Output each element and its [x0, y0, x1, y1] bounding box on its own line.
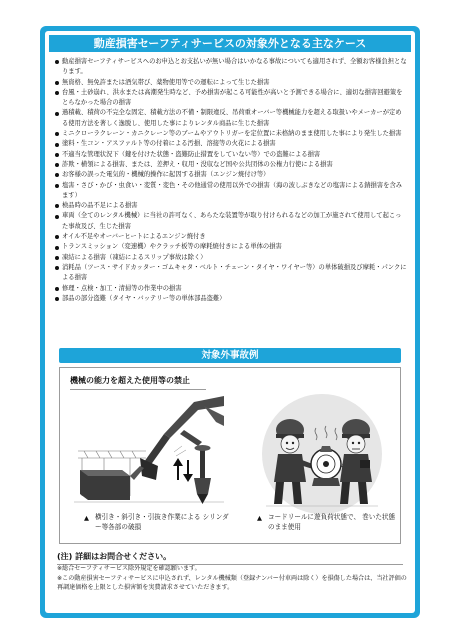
case-item	[55, 139, 407, 149]
case-item	[55, 294, 407, 304]
bullet-icon	[55, 184, 59, 188]
bullet-icon	[55, 163, 59, 167]
case-item	[55, 263, 407, 284]
case-item	[55, 170, 407, 180]
bullet-icon	[55, 204, 59, 208]
case-item	[55, 57, 407, 78]
case-text: 消耗品（ツース・サイドカッター・ゴムキャタ・ベルト・チェーン・タイヤ・ワイヤー等）の単体破損及び摩耗・パンクによる損害	[62, 263, 407, 282]
case-text: 無資格、無免許または酒気帯び、薬物使用等での運転によって生じた損害	[62, 78, 270, 86]
content-card	[45, 31, 415, 613]
case-item	[55, 181, 407, 202]
bullet-icon	[55, 81, 59, 85]
bullet-icon	[55, 91, 59, 95]
page-title: 動産損害セーフティサービスの対象外となる主なケース	[49, 35, 411, 52]
case-text: 過積載、積荷の不完全な固定、積載方法の不備・制限違反、吊荷重オーバー等機械能力を超える取扱いやメーカーが定める使用方法を著しく逸脱し、使用した事によりレンタル商品に生じた損害	[62, 109, 402, 127]
excluded-case-list	[55, 57, 407, 304]
case-item	[55, 201, 407, 211]
footer-note: ※この動産損害セーフティサービスに申込されず、レンタル機械類（登録ナンバー付車両は除く）を損傷した場合は、当社評価の再調達価格を上限とした損害額を実費請求させていただきます。	[57, 574, 407, 592]
case-item	[55, 242, 407, 252]
case-text: 検品時の品不足による損害	[62, 202, 138, 210]
case-item	[55, 284, 407, 294]
bullet-icon	[55, 215, 59, 219]
example-heading: 機械の能力を超えた使用等の禁止	[70, 376, 190, 385]
bullet-icon	[55, 256, 59, 260]
case-item	[55, 232, 407, 242]
case-item	[55, 88, 407, 109]
bullet-icon	[55, 246, 59, 250]
triangle-marker-icon: ▲	[257, 514, 262, 522]
bullet-icon	[55, 266, 59, 270]
footer-note: ※総合セーフティサービス除外規定を確認願います。	[57, 565, 201, 572]
case-item	[55, 108, 407, 129]
bullet-icon	[55, 112, 59, 116]
page-frame	[40, 26, 420, 618]
case-text: 凍結による損害（凍結によるスリップ事故は除く）	[62, 253, 207, 261]
excavator-illustration	[74, 396, 226, 516]
case-text: 修理・点検・加工・清掃等の作業中の損害	[62, 284, 182, 292]
case-item	[55, 150, 407, 160]
case-text: 塗料・生コン・アスファルト等の付着による汚損、溶接等の火花による損害	[62, 140, 276, 148]
left-example-caption: ▲ 横引き・斜引き・引抜き作業による シリンダー等各部の破損	[84, 513, 229, 531]
worker-cord-reel-illustration	[252, 390, 392, 518]
case-text: お客様の誤った電気的・機械的操作に起因する損害（エンジン焼付け等）	[62, 171, 270, 179]
case-text: 台風・土砂崩れ、洪水または高潮発生時など、予め損害が起こる可能性が高いと予測できる場合に、適切な損害回避策をとらなかった場合の損害	[62, 88, 403, 107]
case-text: 動産損害セーフティサービスへのお申込とお支払いが無い場合はいかなる事故についても適用されず、全額お客様負担となります。	[62, 58, 407, 76]
case-text: トランスミッション（変速機）やクラッチ板等の摩耗焼付きによる単体の損害	[62, 243, 282, 251]
section-title: 対象外事故例	[59, 348, 401, 363]
case-item	[55, 253, 407, 263]
case-item	[55, 129, 407, 139]
case-text: ミニクローラクレーン・カニクレーン等のブームやアウトリガーを定位置に未格納のまま使用した事により発生した損害	[62, 130, 402, 138]
footer-notes	[57, 551, 407, 593]
case-text: 塩害・さび・かび・虫食い・変質・変色・その他通常の使用以外での損害（海の波しぶきなどの塩害による錆損害を含みます）	[62, 181, 403, 199]
heading-underline	[70, 389, 206, 390]
case-text: オイル不足やオーバーヒートによるエンジン焼付き	[62, 233, 206, 241]
case-text: 車両（全てのレンタル機械）に当社の許可なく、あらたな装置等が取り付けられるなどの加工が施されて使用して起こった事故及び、生じた損害	[62, 212, 402, 230]
case-text: 部品の部分盗難（タイヤ・バッテリー等の単体部品盗難）	[62, 294, 226, 302]
case-text: 不適当な管理状況下（鍵を付けた状態・盗難防止措置をしていない等）での盗難による損害	[62, 150, 321, 158]
bullet-icon	[55, 143, 59, 147]
bullet-icon	[55, 173, 59, 177]
bullet-icon	[55, 60, 59, 64]
bullet-icon	[55, 287, 59, 291]
footer-heading: (注) 詳細はお問合せください。	[57, 552, 172, 561]
case-text: 詐欺・横領による損害、または、差押え・収用・没収など国や公共団体の公権力行使による損害	[62, 160, 333, 168]
bullet-icon	[55, 235, 59, 239]
case-item	[55, 160, 407, 170]
triangle-marker-icon: ▲	[84, 514, 89, 522]
bullet-icon	[55, 153, 59, 157]
case-item	[55, 78, 407, 88]
bullet-icon	[55, 132, 59, 136]
bullet-icon	[55, 297, 59, 301]
right-example-caption: ▲ コードリールに遊負荷状態で、 巻いた状態のまま使用	[257, 513, 396, 531]
example-box	[59, 367, 401, 544]
case-item	[55, 211, 407, 232]
